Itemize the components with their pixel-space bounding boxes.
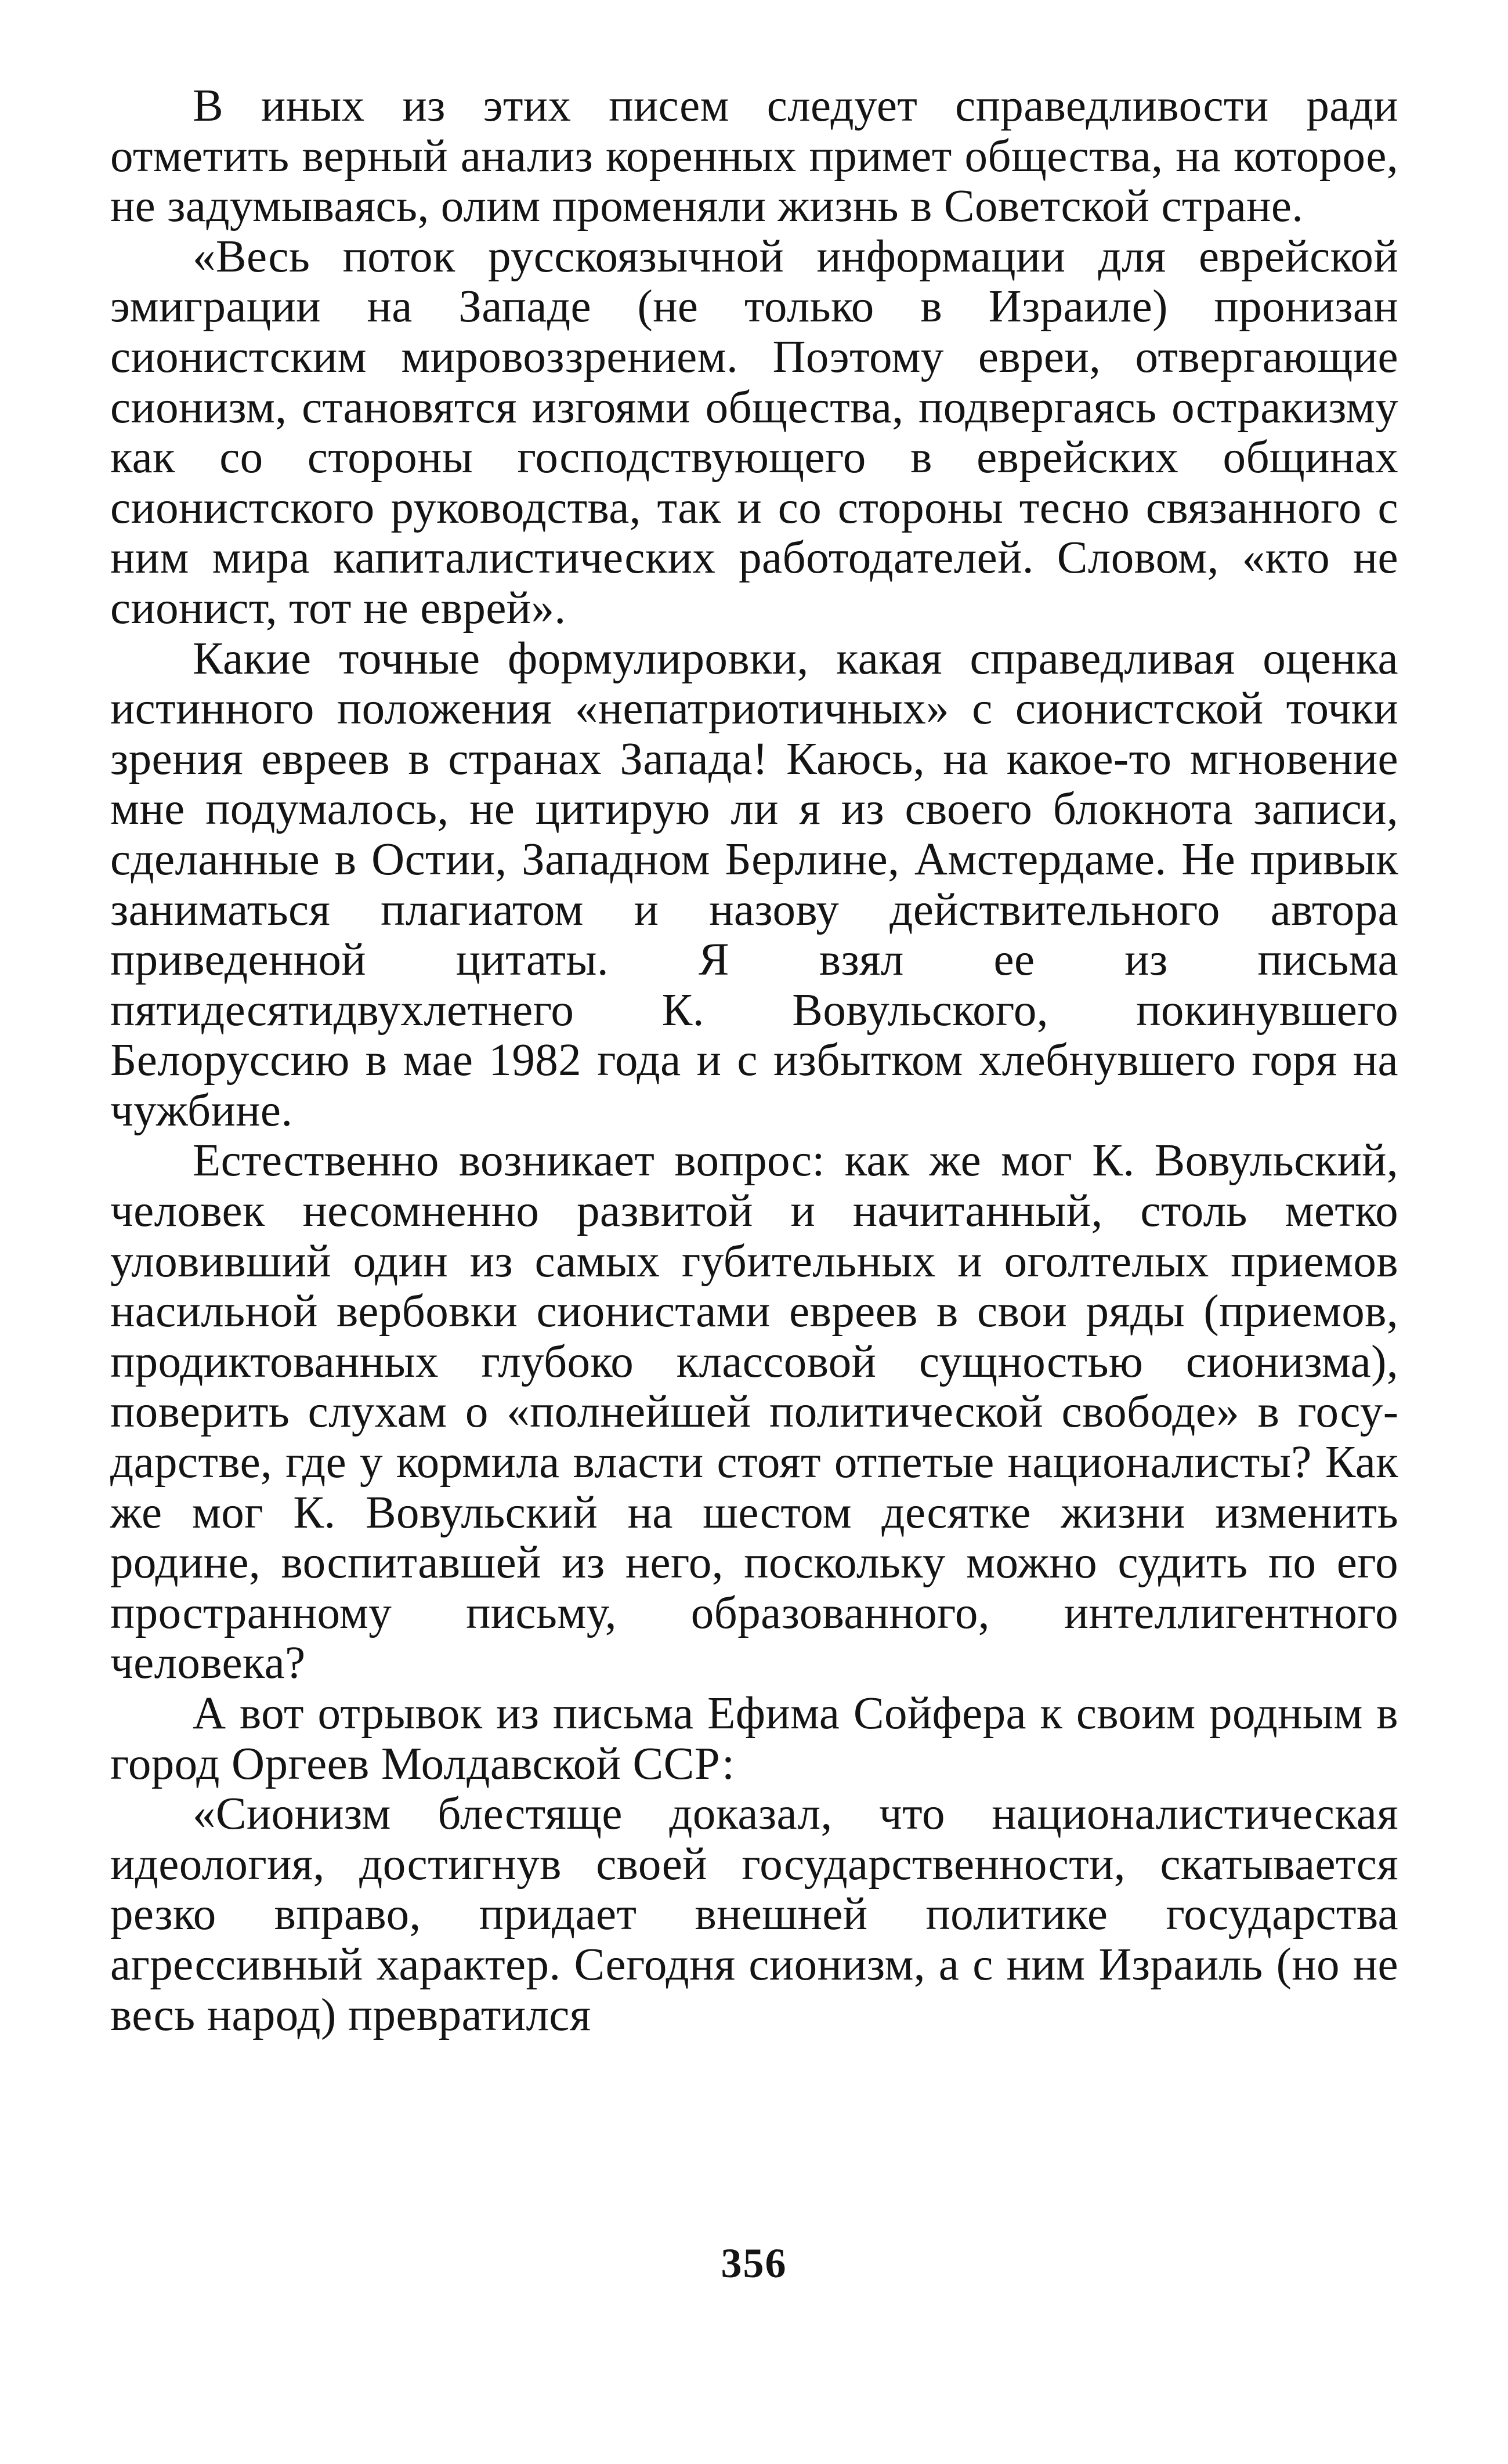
paragraph-6: «Сионизм блестяще доказал, что националистическая идеология, достигнув своей государственности, скатывается резко вправо, придает внешней политике государства агрессивный характер. Сегодня сионизм, а с ним Израиль (но не весь народ) превратился bbox=[110, 1789, 1398, 2040]
page-body bbox=[110, 81, 1398, 2040]
paragraph-1: В иных из этих писем следует справедливости ради отметить верный анализ коренных примет общества, на которое, не задумываясь, олим променяли жизнь в Советской стране. bbox=[110, 81, 1398, 232]
paragraph-2: «Весь поток русскоязычной информации для еврейской эмиграции на Западе (не только в Израиле) пронизан сионистским мировоззрением. Поэтому евреи, отвергающие сионизм, становятся изгоями общества, подвергаясь остракизму как со стороны господствующего в еврейских общинах сионистского руководства, так и со стороны тесно связанного с ним мира капиталистических работодателей. Словом, «кто не сионист, тот не еврей». bbox=[110, 231, 1398, 634]
paragraph-5: А вот отрывок из письма Ефима Сойфера к своим родным в город Оргеев Молдавской ССР: bbox=[110, 1688, 1398, 1789]
paragraph-4: Естественно возникает вопрос: как же мог К. Вовульский, человек несомненно развитой и начитанный, столь метко уловивший один из самых губительных и оголтелых приемов насильной вербовки сионистами евреев в свои ряды (приемов, продиктованных глубоко классовой сущностью сионизма), поверить слухам о «полнейшей политической свободе» в государстве, где у кормила власти стоят отпетые националисты? Как же мог К. Вовульский на шестом десятке жизни изменить родине, воспитавшей из него, поскольку можно судить по его пространному письму, образованного, интеллигентного человека? bbox=[110, 1135, 1398, 1689]
page-number: 356 bbox=[721, 2240, 787, 2286]
paragraph-3: Какие точные формулировки, какая справедливая оценка истинного положения «непатриотичных» с сионистской точки зрения евреев в странах Запада! Каюсь, на какое-то мгновение мне подумалось, не цитирую ли я из своего блокнота записи, сделанные в Остии, Западном Берлине, Амстердаме. Не привык заниматься плагиатом и назову действительного автора приведенной цитаты. Я взял ее из письма пятидесятидвухлетнего К. Вовульского, покинувшего Белоруссию в мае 1982 года и с избытком хлебнувшего горя на чужбине. bbox=[110, 633, 1398, 1136]
